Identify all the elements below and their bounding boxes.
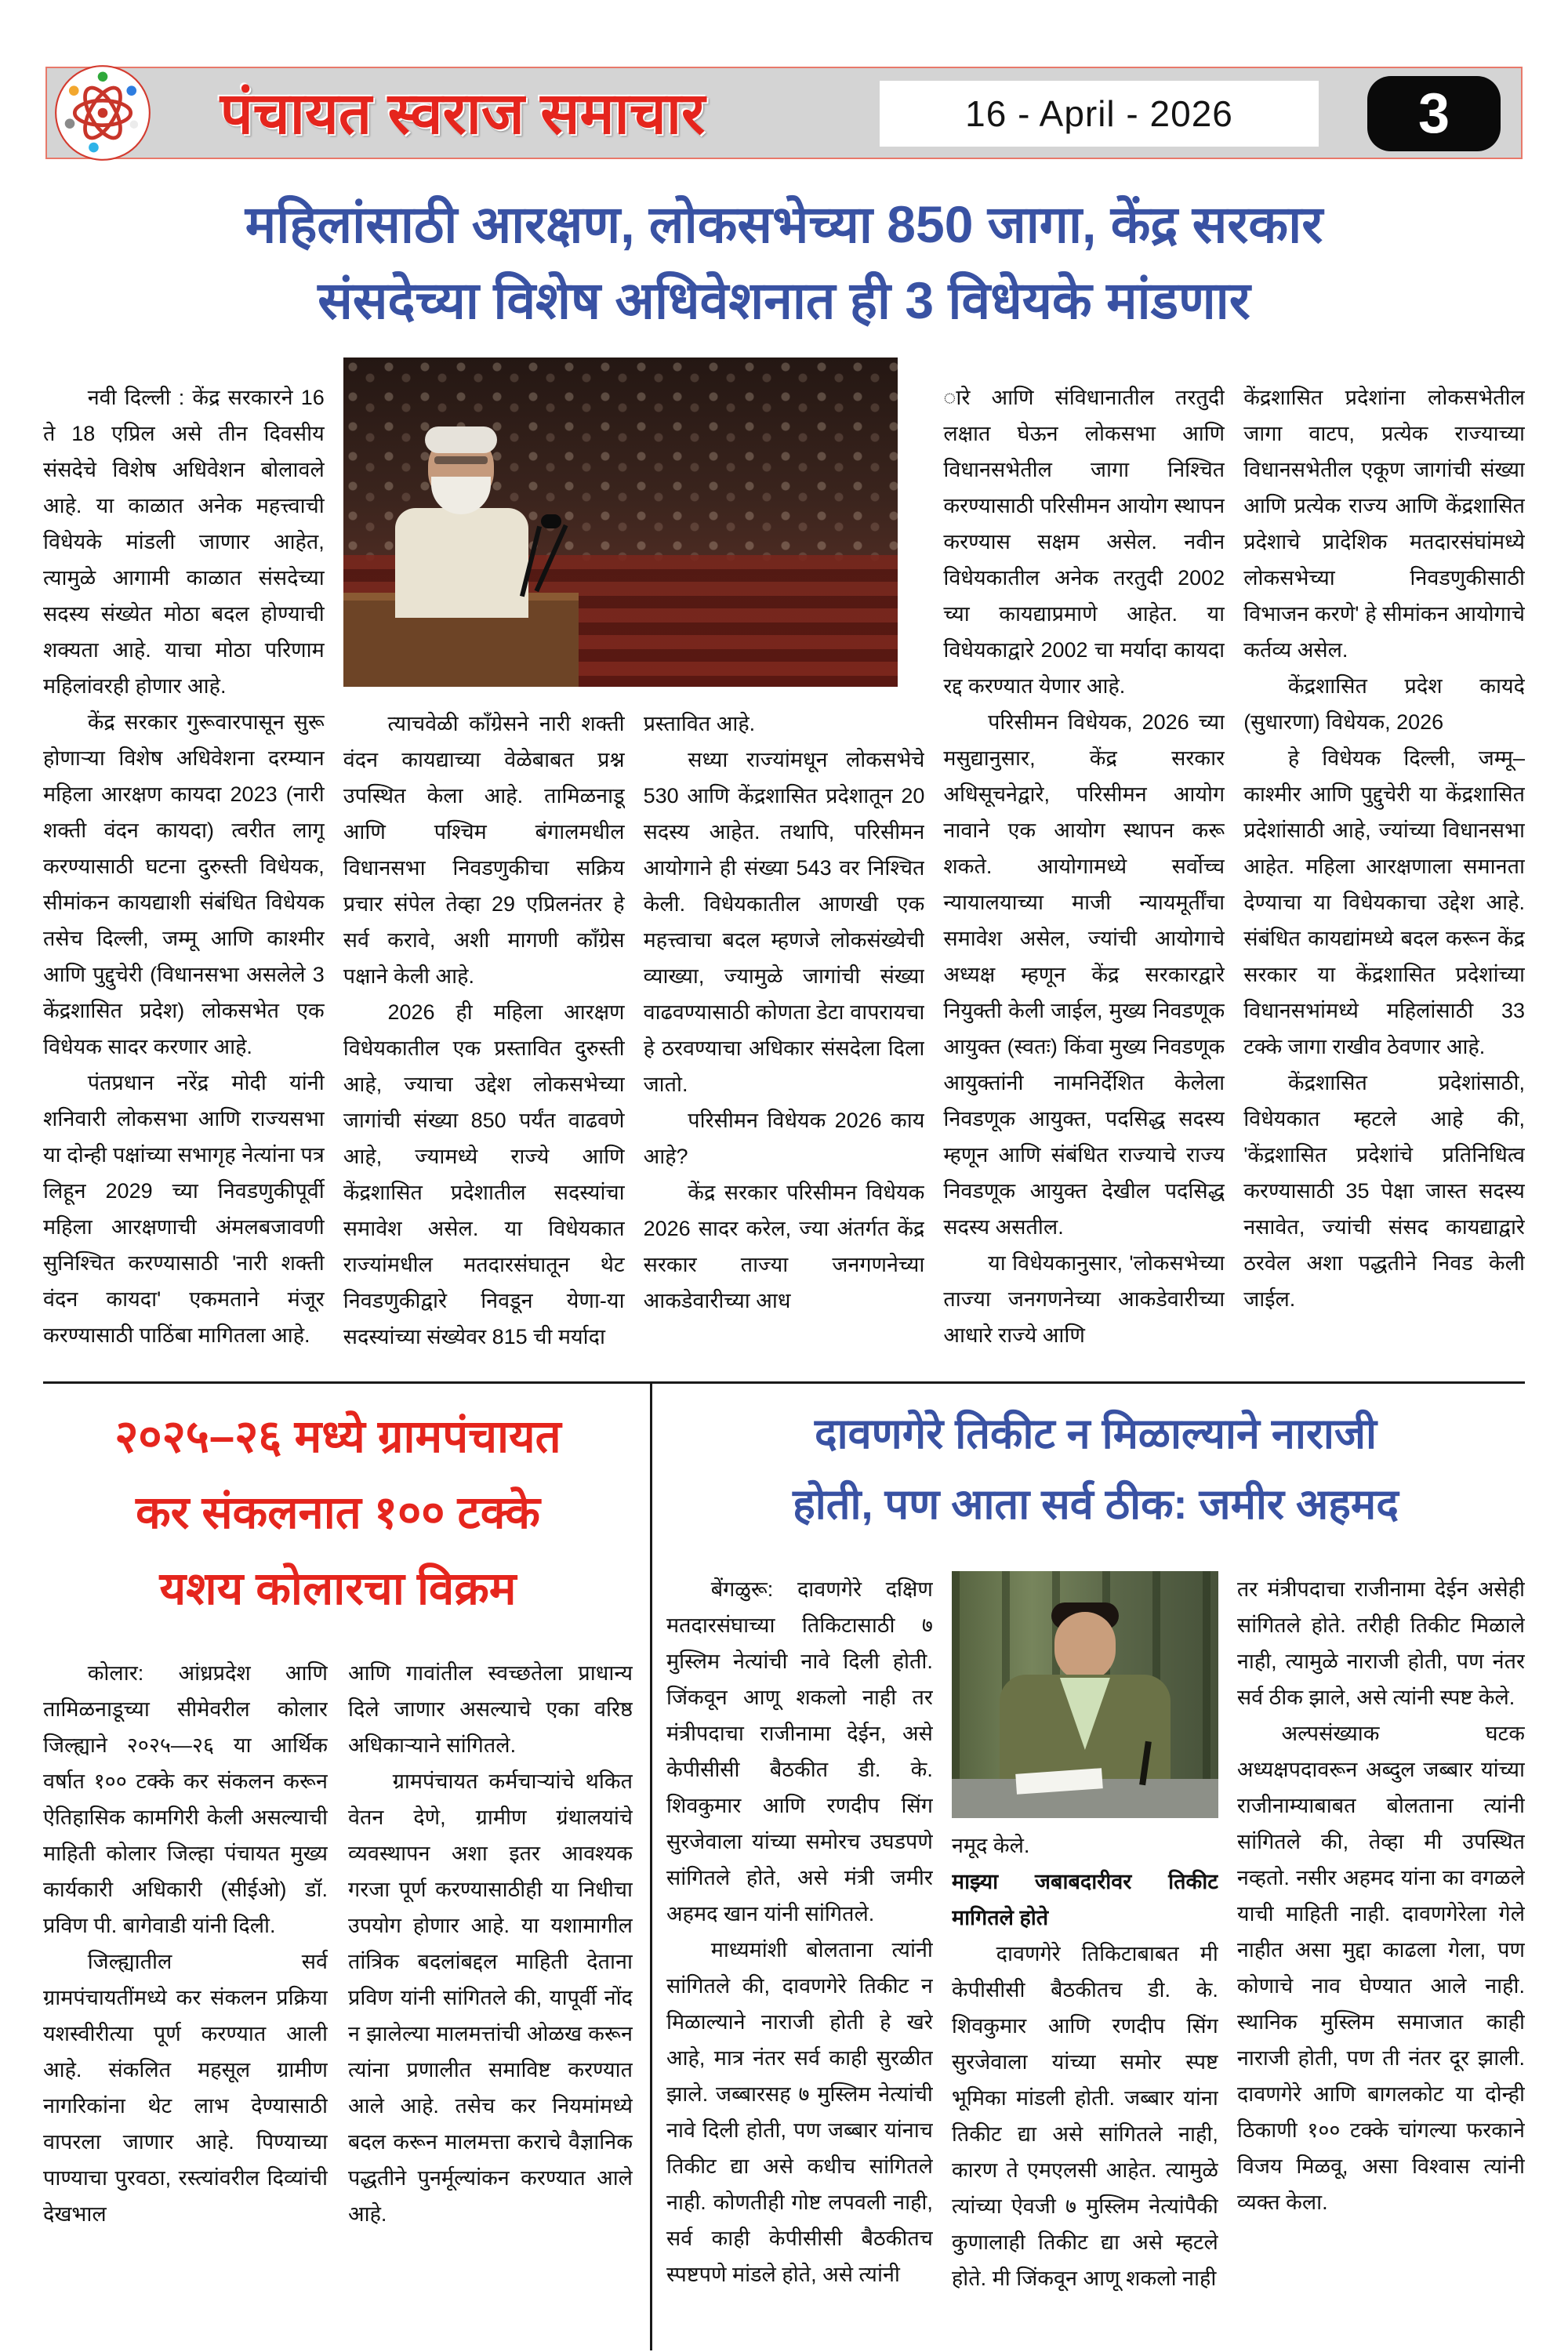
paragraph: ग्रामपंचायत कर्मचाऱ्यांचे थकित वेतन देणे, ग्रामीण ग्रंथालयांचे व्यवस्थापन अशा इतर आवश्यक गरजा पूर्ण करण्यासाठीही या निधीचा उपयोग होणार आहे. या यशामागील तांत्रिक बदलांबद्दल माहिती देताना प्रविण यांनी सांगितले की, यापूर्वी नोंद न झालेल्या मालमत्तांची ओळख करून त्यांना प्रणालीत समाविष्ट करण्यात आले आहे. तसेच कर नियमांमध्ये बदल करून मालमत्ता कराचे वैज्ञानिक पद्धतीने पुनर्मूल्यांकन करण्यात आले आहे. [348, 1769, 633, 2226]
paragraph: तर मंत्रीपदाचा राजीनामा देईन असेही सांगितले होते. तरीही तिकीट मिळाले नाही, त्यामुळे नाराजी होती, पण नंतर सर्व ठीक झाले, असे त्यांनी स्पष्ट केले. [1236, 1577, 1525, 1709]
paragraph: नवी दिल्ली : केंद्र सरकारने 16 ते 18 एप्रिल असे तीन दिवसीय संसदेचे विशेष अधिवेशन बोलावले आहे. या काळात अनेक महत्त्वाची विधेयके मांडली जाणार आहेत, त्यामुळे आगामी काळात संसदेच्या सदस्य संख्येत मोठा बदल होण्याची शक्यता आहे. याचा मोठा परिणाम महिलांवरही होणार आहे. [43, 386, 325, 698]
kolar-column-2 [348, 1638, 633, 2328]
sub-headline: माझ्या जबाबदारीवर तिकीट मागितले होते [951, 1870, 1218, 1929]
lead-column-2 [343, 362, 625, 1374]
paragraph: आणि गावांतील स्वच्छतेला प्राधान्य दिले जाणार असल्याचे एका वरिष्ठ अधिकाऱ्याने सांगितले. [348, 1661, 633, 1757]
lead-column-1 [43, 362, 325, 1374]
kolar-headline-line2: कर संकलनात १०० टक्के [136, 1487, 540, 1538]
paragraph: या विधेयकानुसार, 'लोकसभेच्या ताज्या जनगणनेच्या आकडेवारीच्या आधारे राज्ये आणि [943, 1251, 1225, 1347]
lead-column-3 [644, 362, 925, 1374]
paragraph: हे विधेयक दिल्ली, जम्मू–काश्मीर आणि पुद्दुचेरी या केंद्रशासित प्रदेशांसाठी आहे, ज्यांच्या विधानसभा आहेत. महिला आरक्षणाला समानता देण्याचा या विधेयकाचा उद्देश आहे. संबंधित कायद्यांमध्ये बदल करून केंद्र सरकार या केंद्रशासित प्रदेशांच्या विधानसभांमध्ये महिलांसाठी 33 टक्के जागा राखीव ठेवणार आहे. [1243, 746, 1525, 1058]
paragraph: केंद्रशासित प्रदेशांना लोकसभेतील जागा वाटप, प्रत्येक राज्याच्या विधानसभेतील एकूण जागांची संख्या आणि प्रत्येक राज्य आणि केंद्रशासित प्रदेशाचे प्रादेशिक मतदारसंघांमध्ये लोकसभेच्या निवडणुकीसाठी विभाजन करणे' हे सीमांकन आयोगाचे कर्तव्य असेल. [1243, 386, 1525, 662]
page-number-badge: 3 [1367, 76, 1501, 151]
kolar-article [43, 1399, 633, 2328]
kolar-column-1 [43, 1638, 328, 2328]
lead-headline [43, 187, 1525, 339]
kolar-headline-line3: यशय कोलारचा विक्रम [159, 1563, 517, 1614]
lead-column-5 [1243, 362, 1525, 1374]
paragraph: 2026 ही महिला आरक्षण विधेयकातील एक प्रस्तावित दुरुस्ती आहे, ज्याचा उद्देश लोकसभेच्या जागांची संख्या 850 पर्यंत वाढवणे आहे, ज्यामध्ये राज्ये आणि केंद्रशासित प्रदेशातील सदस्यांचा समावेश असेल. या विधेयकात राज्यांमधील मतदारसंघातून थेट निवडणुकीद्वारे निवडून येणा-या सदस्यांच्या संख्येवर 815 ची मर्यादा [343, 1000, 625, 1348]
paragraph: जिल्ह्यातील सर्व ग्रामपंचायतींमध्ये कर संकलन प्रक्रिया यशस्वीरीत्या पूर्ण करण्यात आली आहे. संकलित महसूल ग्रामीण नागरिकांना थेट लाभ देण्यासाठी वापरला जाणार आहे. पिण्याच्या पाण्याचा पुरवठा, रस्त्यांवरील दिव्यांची देखभाल [43, 1950, 328, 2226]
zameer-headline [666, 1399, 1525, 1540]
paragraph: केंद्रशासित प्रदेश कायदे (सुधारणा) विधेयक, 2026 [1243, 674, 1525, 734]
paragraph: परिसीमन विधेयक, 2026 च्या मसुद्यानुसार, केंद्र सरकार अधिसूचनेद्वारे, परिसीमन आयोग नावाने एक आयोग स्थापन करू शकते. आयोगामध्ये सर्वोच्च न्यायालयाच्या माजी न्यायमूर्तींचा समावेश असेल, ज्यांची आयोगाचे अध्यक्ष म्हणून केंद्र सरकारद्वारे नियुक्ती केली जाईल, मुख्य निवडणूक आयुक्त (स्वतः) किंवा मुख्य निवडणूक आयुक्तांनी नामनिर्देशित केलेला निवडणूक आयुक्त, पदसिद्ध सदस्य म्हणून आणि संबंधित राज्याचे राज्य निवडणूक आयुक्त देखील पदसिद्ध सदस्य असतील. [943, 710, 1225, 1239]
paragraph: कोलार: आंध्रप्रदेश आणि तामिळनाडूच्या सीमेवरील कोलार जिल्ह्याने २०२५—२६ या आर्थिक वर्षात १०० टक्के कर संकलन करून ऐतिहासिक कामगिरी केली असल्याची माहिती कोलार जिल्हा पंचायत मुख्य कार्यकारी अधिकारी (सीईओ) डॉ. प्रविण पी. बागेवाडी यांनी दिली. [43, 1661, 328, 1937]
date-box: 16 - April - 2026 [880, 81, 1319, 147]
zameer-article [666, 1399, 1525, 2347]
vertical-divider [650, 1381, 652, 2350]
lead-headline-line2: संसदेच्या विशेष अधिवेशनात ही 3 विधेयके मांडणार [318, 271, 1250, 329]
paragraph: केंद्रशासित प्रदेशांसाठी, विधेयकात म्हटले आहे की, 'केंद्रशासित प्रदेशांचे प्रतिनिधित्व करण्यासाठी 35 पेक्षा जास्त सदस्य नसावेत, ज्यांची संसद कायद्याद्वारे ठरवेल अशा पद्धतीने निवड केली जाईल. [1243, 1071, 1525, 1311]
paragraph: प्रस्तावित आहे. [643, 712, 756, 735]
paragraph: सध्या राज्यांमधून लोकसभेचे 530 आणि केंद्रशासित प्रदेशातून 20 सदस्य आहेत. तथापि, परिसीमन आयोगाने ही संख्या 543 वर निश्चित केली. विधेयकातील आणखी एक महत्त्वाचा बदल म्हणजे लोकसंख्येची व्याख्या, ज्यामुळे जागांची संख्या वाढवण्यासाठी कोणता डेटा वापरायचा हे ठरवण्याचा अधिकार संसदेला दिला जातो. [643, 748, 925, 1096]
paragraph: दावणगेरे तिकिटाबाबत मी केपीसीसी बैठकीतच डी. के. शिवकुमार आणि रणदीप सिंग सुरजेवाला यांच्या समोर स्पष्ट भूमिका मांडली होती. जब्बार यांना तिकीट द्या असे सांगितले नाही, कारण ते एमएलसी आहेत. त्यामुळे त्यांच्या ऐवजी ७ मुस्लिम नेत्यांपैकी कुणालाही तिकीट द्या असे म्हटले होते. मी जिंकवून आणू शकलो नाही [951, 1942, 1218, 2290]
masthead-title: पंचायत स्वराज समाचार [220, 81, 706, 146]
paragraph: त्याचवेळी काँग्रेसने नारी शक्ती वंदन कायद्याच्या वेळेबाबत प्रश्न उपस्थित केला आहे. तामिळनाडू आणि पश्चिम बंगालमधील विधानसभा निवडणुकीचा सक्रिय प्रचार संपेल तेव्हा 29 एप्रिलनंतर हे सर्व करावे, अशी मागणी काँग्रेस पक्षाने केली आहे. [343, 712, 625, 988]
paragraph: ारे आणि संविधानातील तरतुदी लक्षात घेऊन लोकसभा आणि विधानसभेतील जागा निश्चित करण्यासाठी परिसीमन आयोग स्थापन करण्यास सक्षम असेल. नवीन विधेयकातील अनेक तरतुदी 2002 च्या कायद्याप्रमाणे आहेत. या विधेयकाद्वारे 2002 चा मर्यादा कायदा रद्द करण्यात येणार आहे. [943, 386, 1225, 698]
paragraph: पंतप्रधान नरेंद्र मोदी यांनी शनिवारी लोकसभा आणि राज्यसभा या दोन्ही पक्षांच्या सभागृह नेत्यांना पत्र लिहून 2029 च्या निवडणुकीपूर्वी महिला आरक्षणाची अंमलबजावणी सुनिश्चित करण्यासाठी 'नारी शक्ती वंदन कायदा' एकमताने मंजूर करण्यासाठी पाठिंबा मागितला आहे. [43, 1071, 325, 1347]
paragraph: नमूद केले. [951, 1834, 1030, 1857]
zameer-column-3 [1237, 1554, 1525, 2347]
paragraph: माध्यमांशी बोलताना त्यांनी सांगितले की, दावणगेरे तिकीट न मिळाल्याने नाराजी होती हे खरे आहे, मात्र नंतर सर्व काही सुरळीत झाले. जब्बारसह ७ मुस्लिम नेत्यांची नावे दिली होती, पण जब्बार यांनाच तिकीट द्या असे कधीच सांगितले नाही. कोणतीही गोष्ट लपवली नाही, सर्व काही केपीसीसी बैठकीतच स्पष्टपणे मांडले होते, असे त्यांनी [666, 1938, 933, 2286]
zameer-column-1 [666, 1554, 933, 2347]
paragraph: परिसीमन विधेयक 2026 काय आहे? [643, 1109, 925, 1168]
zameer-column-2 [952, 1554, 1218, 2347]
paragraph: अल्पसंख्याक घटक अध्यक्षपदावरून अब्दुल जब्बार यांच्या राजीनाम्याबाबत बोलताना त्यांनी सांगितले की, तेव्हा मी उपस्थित नव्हतो. नसीर अहमद यांना का वगळले याची माहिती नाही. दावणगेरेला गेले नाहीत असा मुद्दा काढला गेला, पण कोणाचे नाव घेण्यात आले नाही. स्थानिक मुस्लिम समाजात काही नाराजी होती, पण ती नंतर दूर झाली. दावणगेरे आणि बागलकोट या दोन्ही ठिकाणी १०० टक्के चांगल्या फरकाने विजय मिळवू, असा विश्वास त्यांनी व्यक्त केला. [1236, 1722, 1525, 2214]
paragraph: केंद्र सरकार गुरूवारपासून सुरू होणाऱ्या विशेष अधिवेशना दरम्यान महिला आरक्षण कायदा 2023 (नारी शक्ती वंदन कायदा) त्वरीत लागू करण्यासाठी घटना दुरुस्ती विधेयक, सीमांकन कायद्याशी संबंधित विधेयक तसेच दिल्ली, जम्मू आणि काश्मीर आणि पुद्दुचेरी (विधानसभा असलेले 3 केंद्रशासित प्रदेश) लोकसभेत एक विधेयक सादर करणार आहे. [43, 710, 325, 1058]
newspaper-logo-icon [53, 64, 152, 162]
zameer-headline-line2: होती, पण आता सर्व ठीक: जमीर अहमद [793, 1481, 1399, 1528]
masthead-band [45, 67, 1523, 159]
lead-headline-line1: महिलांसाठी आरक्षण, लोकसभेच्या 850 जागा, केंद्र सरकार [245, 195, 1323, 253]
zameer-photo [952, 1571, 1218, 1818]
kolar-headline [43, 1399, 633, 1627]
kolar-headline-line1: २०२५–२६ मध्ये ग्रामपंचायत [114, 1411, 561, 1462]
lead-article [43, 362, 1525, 1374]
paragraph: बेंगळुरू: दावणगेरे दक्षिण मतदारसंघाच्या तिकिटासाठी ७ मुस्लिम नेत्यांची नावे दिली होती. जिंकवून आणू शकलो नाही तर मंत्रीपदाचा राजीनामा देईन, असे केपीसीसी बैठकीत डी. के. शिवकुमार आणि रणदीप सिंग सुरजेवाला यांच्या समोरच उघडपणे सांगितले होते, असे मंत्री जमीर अहमद खान यांनी सांगितले. [666, 1577, 933, 1926]
lead-column-4 [943, 362, 1225, 1374]
paragraph: केंद्र सरकार परिसीमन विधेयक 2026 सादर करेल, ज्या अंतर्गत केंद्र सरकार ताज्या जनगणनेच्या आकडेवारीच्या आध [643, 1181, 925, 1312]
zameer-headline-line1: दावणगेरे तिकीट न मिळाल्याने नाराजी [815, 1410, 1377, 1457]
horizontal-divider [43, 1381, 1525, 1384]
